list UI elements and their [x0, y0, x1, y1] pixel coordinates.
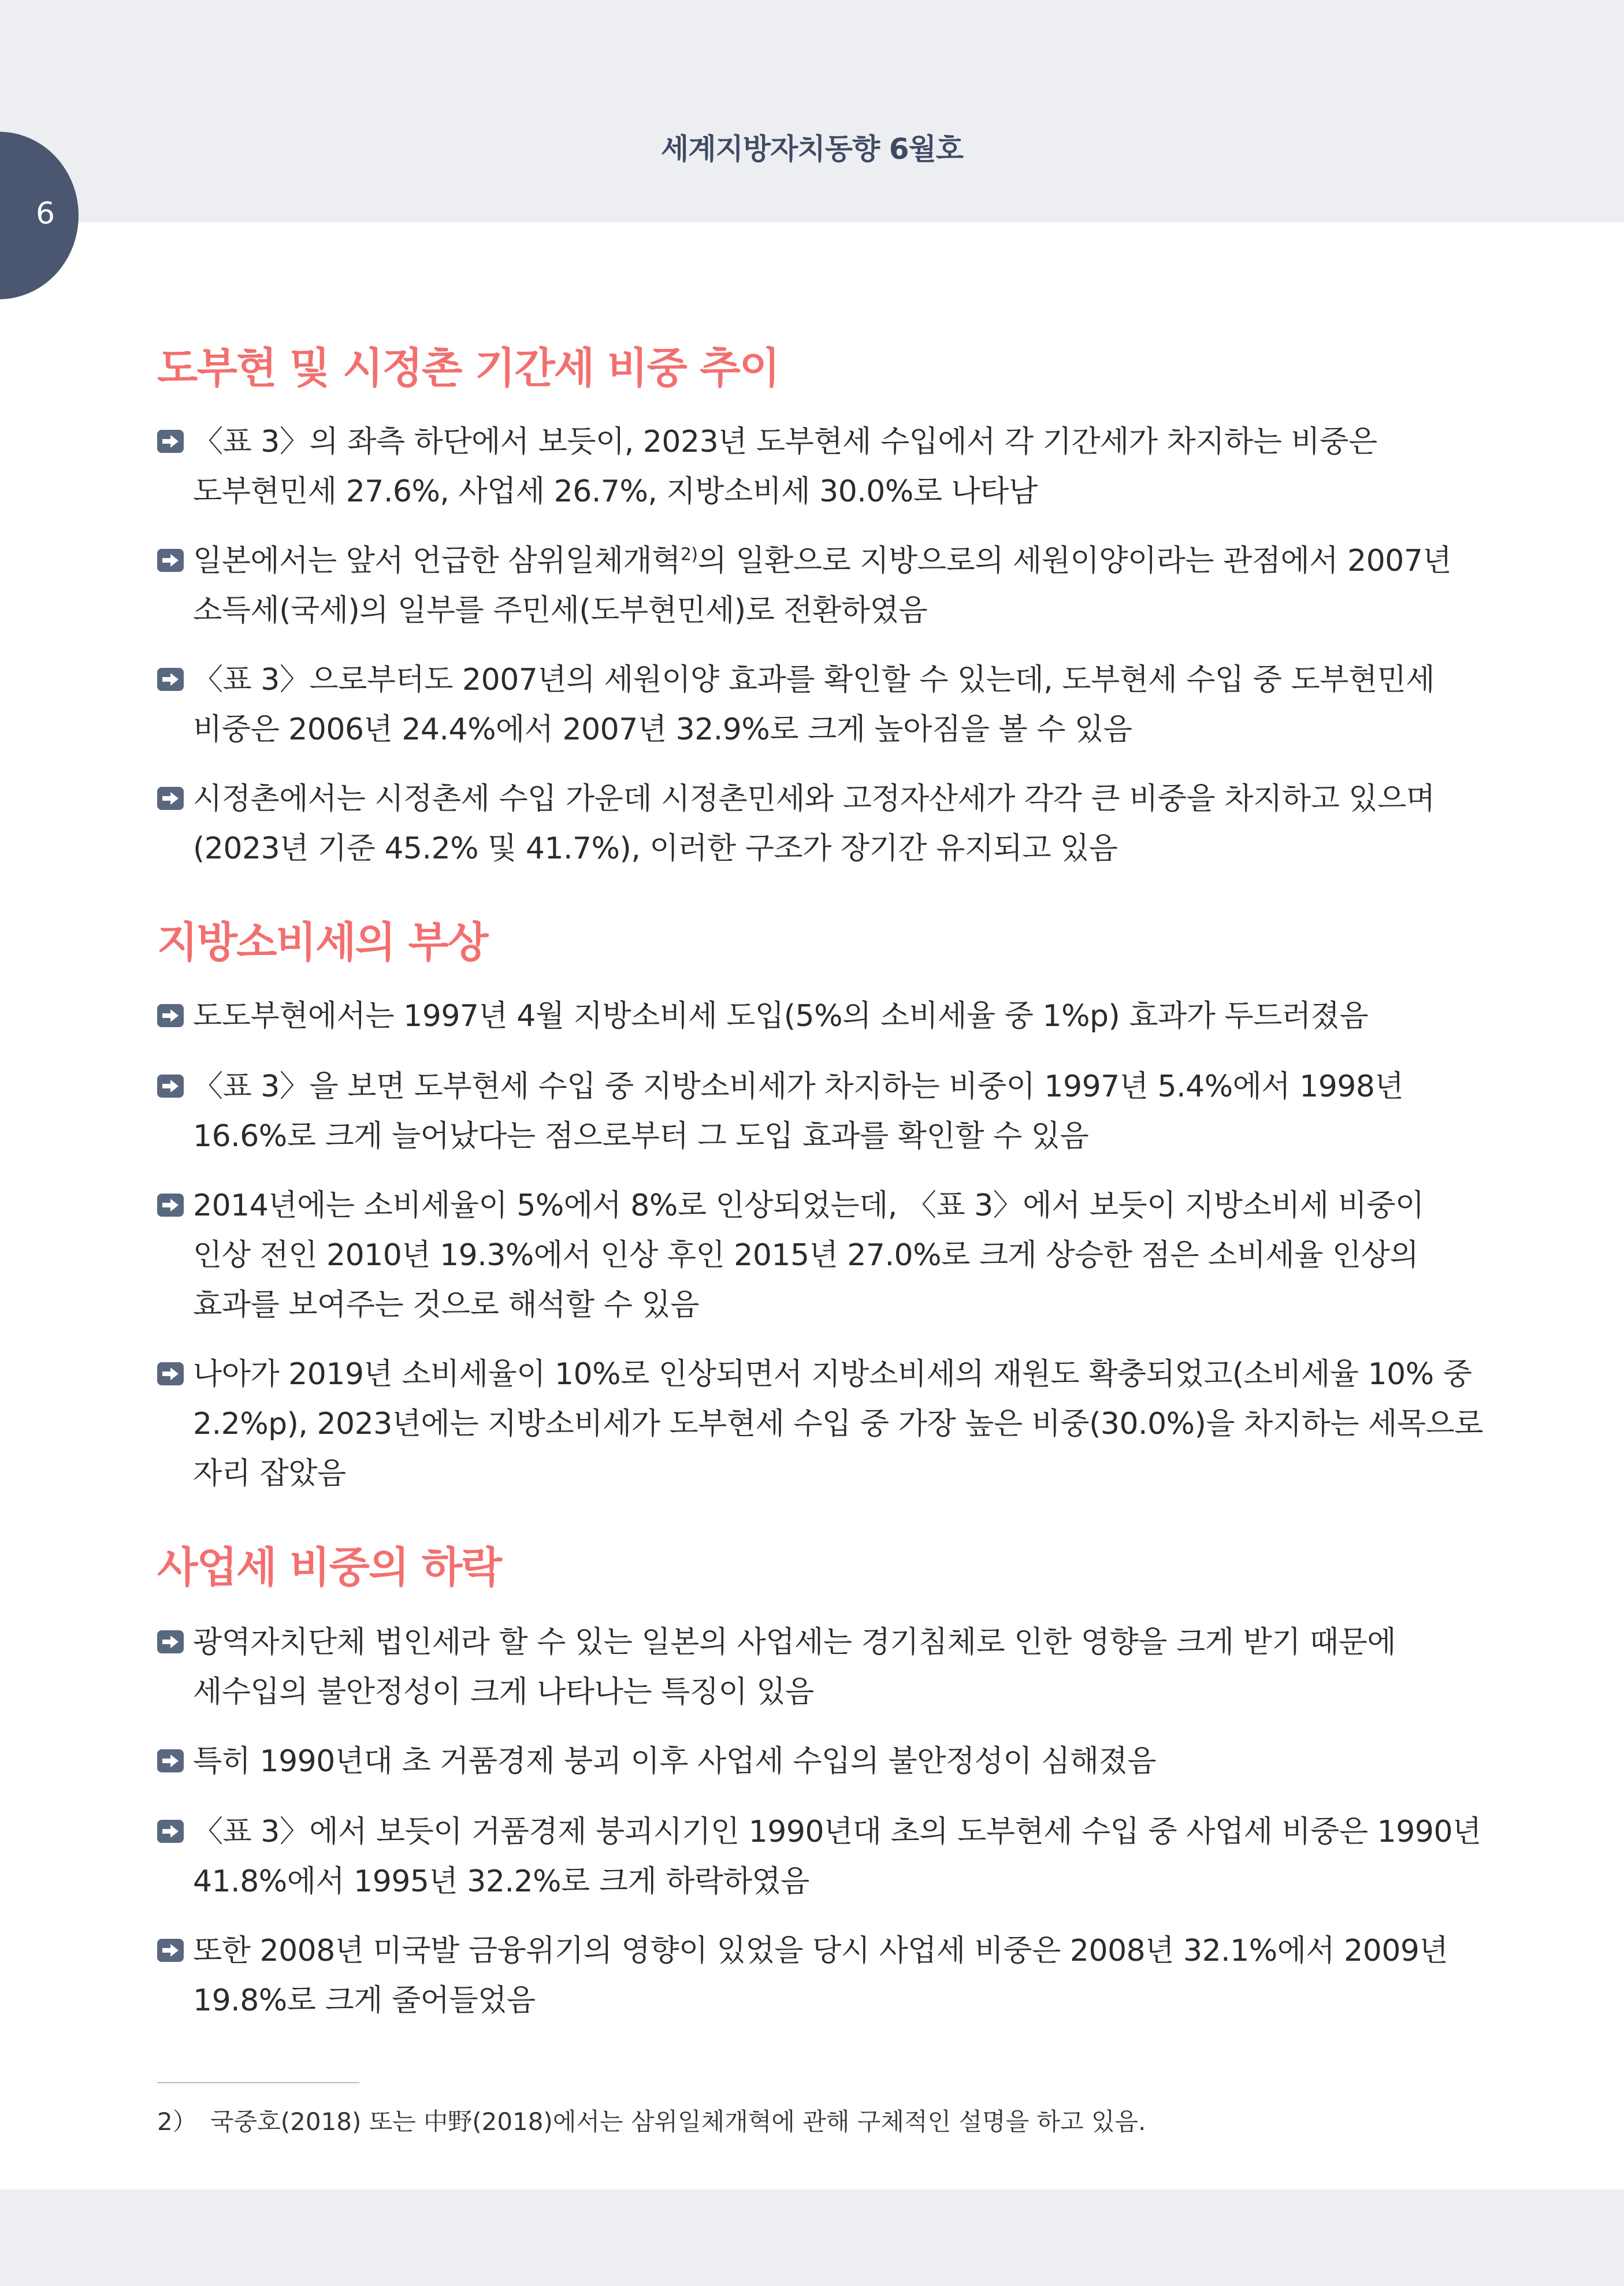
section-heading: 사업세 비중의 하락: [157, 1543, 501, 1592]
bullet-item: [157, 417, 1487, 516]
bullet-item: [157, 1926, 1487, 2025]
bullet-text: 〈표 3〉의 좌측 하단에서 보듯이, 2023년 도부현세 수입에서 각 기간세가 차지하는 비중은 도부현민세 27.6%, 사업세 26.7%, 지방소비세 30.0%로 나타남: [193, 425, 1377, 509]
bullet-item: [157, 1350, 1487, 1499]
bullet-text: 〈표 3〉을 보면 도부현세 수입 중 지방소비세가 차지하는 비중이 1997년 5.4%에서 1998년 16.6%로 크게 늘어났다는 점으로부터 그 도입 효과를 확인할 수 있음: [193, 1069, 1404, 1154]
bullet-item: [157, 1618, 1487, 1717]
page-number: 6: [36, 196, 55, 231]
bullet-item: [157, 774, 1487, 873]
footnote-number: 2）: [157, 2107, 197, 2136]
arrow-icon: [157, 1939, 184, 1962]
footnote-divider: [157, 2082, 359, 2083]
bullet-text: 나아가 2019년 소비세율이 10%로 인상되면서 지방소비세의 재원도 확충되었고(소비세율 10% 중 2.2%p), 2023년에는 지방소비세가 도부현세 수입 중 가장 높은 비중(30.0%)을 차지하는 세목으로 자리 잡았음: [193, 1357, 1484, 1491]
header-band: [0, 0, 1624, 222]
arrow-icon: [157, 1004, 184, 1027]
arrow-icon: [157, 1749, 184, 1772]
arrow-icon: [157, 1362, 184, 1385]
bullet-item: [157, 1807, 1487, 1906]
arrow-icon: [157, 1075, 184, 1098]
arrow-icon: [157, 787, 184, 810]
bullet-text: 특히 1990년대 초 거품경제 붕괴 이후 사업세 수입의 불안정성이 심해졌음: [193, 1744, 1157, 1779]
arrow-icon: [157, 1630, 184, 1653]
section-heading: 도부현 및 시정촌 기간세 비중 추이: [157, 344, 779, 393]
arrow-icon: [157, 430, 184, 453]
bullet-item: [157, 1737, 1487, 1786]
arrow-icon: [157, 1194, 184, 1217]
bullet-item: [157, 655, 1487, 754]
bullet-item: [157, 1062, 1487, 1161]
bullet-item: [157, 991, 1487, 1041]
footnote-text: 국중호(2018) 또는 中野(2018)에서는 삼위일체개혁에 관해 구체적인 설명을 하고 있음.: [210, 2107, 1146, 2136]
footer-band: [0, 2190, 1624, 2286]
section-heading: 지방소비세의 부상: [157, 918, 488, 967]
bullet-text: 시정촌에서는 시정촌세 수입 가운데 시정촌민세와 고정자산세가 각각 큰 비중을 차지하고 있으며(2023년 기준 45.2% 및 41.7%), 이러한 구조가 장기간 유지되고 있음: [193, 782, 1435, 866]
arrow-icon: [157, 549, 184, 572]
running-title: 세계지방자치동향 6월호: [660, 132, 964, 166]
arrow-icon: [157, 668, 184, 691]
bullet-text: 〈표 3〉에서 보듯이 거품경제 붕괴시기인 1990년대 초의 도부현세 수입 중 사업세 비중은 1990년 41.8%에서 1995년 32.2%로 크게 하락하였음: [193, 1815, 1481, 1899]
bullet-item: [157, 536, 1487, 635]
bullet-text: 일본에서는 앞서 언급한 삼위일체개혁: [193, 544, 681, 578]
arrow-icon: [157, 1820, 184, 1843]
footnote-reference: 2): [680, 544, 698, 565]
bullet-text: 의 일환으로 지방으로의 세원이양이라는 관점에서 2007년 소득세(국세)의 일부를 주민세(도부현민세)로 전환하였음: [193, 544, 1452, 628]
footnote: [157, 2103, 1146, 2138]
bullet-item: [157, 1181, 1487, 1330]
bullet-text: 〈표 3〉으로부터도 2007년의 세원이양 효과를 확인할 수 있는데, 도부현세 수입 중 도부현민세 비중은 2006년 24.4%에서 2007년 32.9%로 크게 높아짐을 볼 수 있음: [193, 663, 1435, 747]
bullet-text: 도도부현에서는 1997년 4월 지방소비세 도입(5%의 소비세율 중 1%p) 효과가 두드러졌음: [193, 999, 1369, 1034]
bullet-text: 광역자치단체 법인세라 할 수 있는 일본의 사업세는 경기침체로 인한 영향을 크게 받기 때문에 세수입의 불안정성이 크게 나타나는 특징이 있음: [193, 1625, 1396, 1709]
bullet-text: 또한 2008년 미국발 금융위기의 영향이 있었을 당시 사업세 비중은 2008년 32.1%에서 2009년 19.8%로 크게 줄어들었음: [193, 1934, 1448, 2018]
bullet-text: 2014년에는 소비세율이 5%에서 8%로 인상되었는데, 〈표 3〉에서 보듯이 지방소비세 비중이 인상 전인 2010년 19.3%에서 인상 후인 2015년 27.0%로 크게 상승한 점은 소비세율 인상의 효과를 보여주는 것으로 해석할 수 있음: [193, 1188, 1424, 1322]
